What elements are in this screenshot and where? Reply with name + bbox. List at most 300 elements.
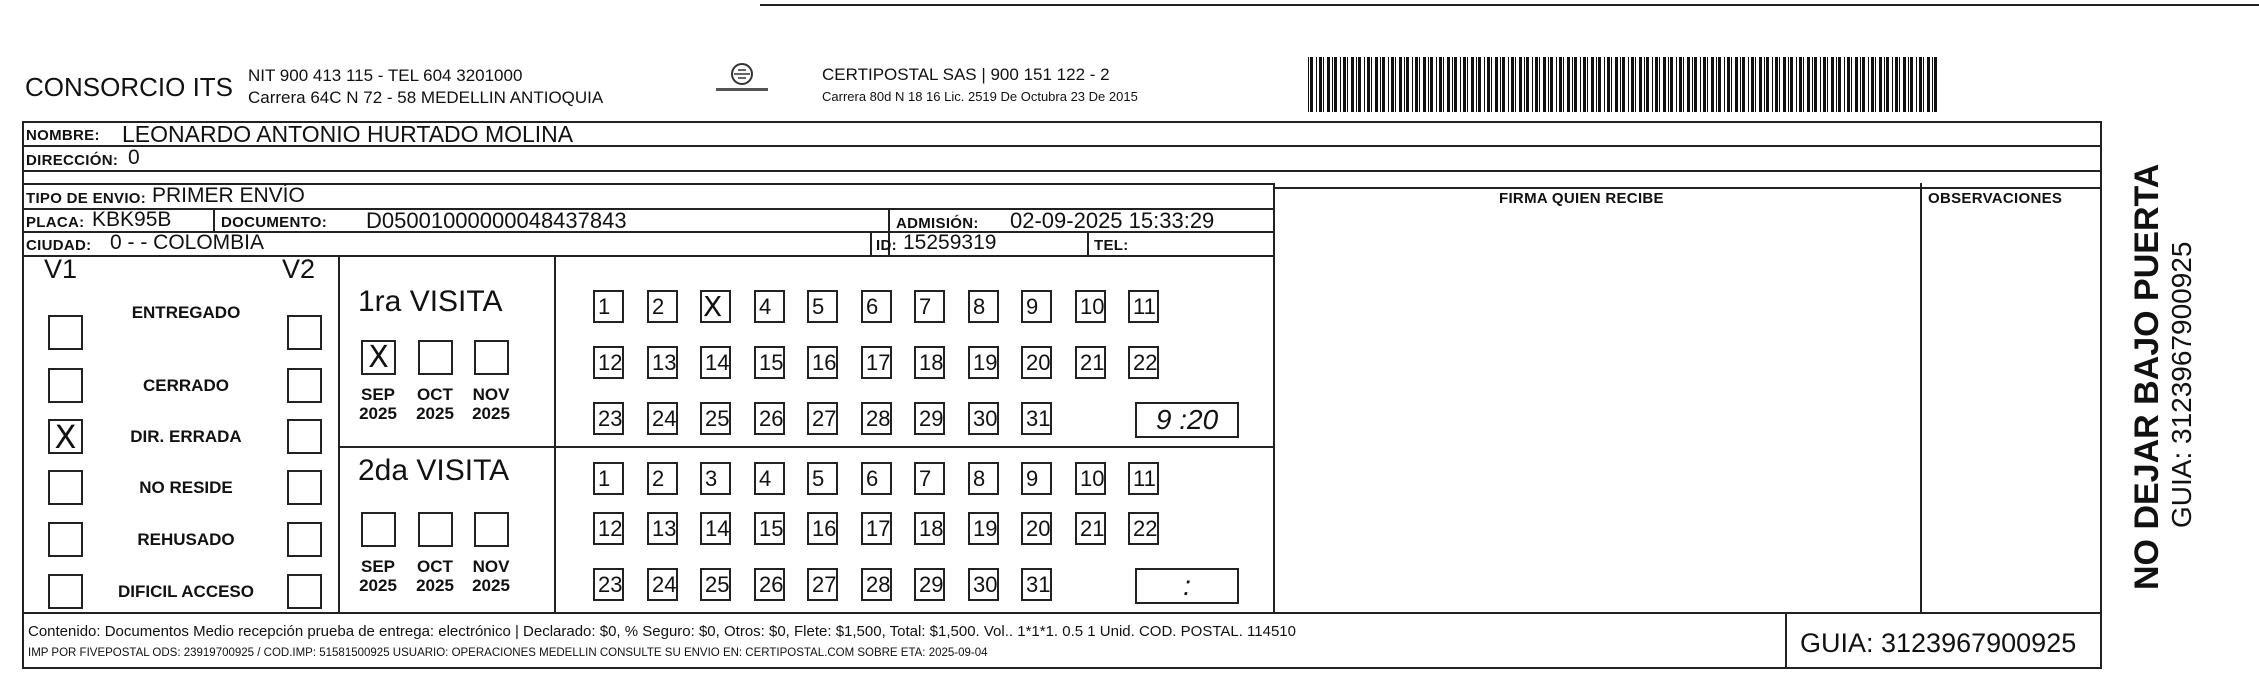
month-label: NOV 2025 <box>472 385 510 423</box>
month-checkbox[interactable] <box>361 512 396 547</box>
barcode-bar <box>1478 57 1481 112</box>
placa-value: KBK95B <box>92 208 172 231</box>
day-box[interactable]: 9 <box>1021 462 1052 495</box>
day-box[interactable]: 20 <box>1021 346 1052 379</box>
barcode-bar <box>1644 57 1645 112</box>
admision-label: ADMISIÓN: <box>896 215 979 232</box>
barcode-bar <box>1463 57 1466 112</box>
barcode-bar <box>1500 57 1501 112</box>
barcode-bar <box>1447 57 1450 112</box>
day-box[interactable]: 8 <box>968 462 999 495</box>
day-box[interactable]: 15 <box>754 346 785 379</box>
barcode-bar <box>1676 57 1677 112</box>
day-box[interactable]: 1 <box>593 290 624 323</box>
barcode-bar <box>1727 57 1730 112</box>
barcode-bar <box>1910 57 1913 112</box>
status-label: DIR. ERRADA <box>130 427 242 446</box>
barcode-bar <box>1454 57 1457 112</box>
barcode-bar <box>1932 57 1933 112</box>
col-line-tel <box>1087 231 1089 255</box>
day-box[interactable]: 26 <box>754 402 785 435</box>
barcode-bar <box>1655 57 1658 112</box>
day-box[interactable]: 4 <box>754 290 785 323</box>
barcode <box>1306 57 1942 112</box>
barcode-bar <box>1855 57 1858 112</box>
barcode-bar <box>1563 57 1564 112</box>
day-box[interactable]: 1 <box>593 462 624 495</box>
day-box[interactable]: 30 <box>968 568 999 601</box>
barcode-bar <box>1847 57 1850 112</box>
barcode-bar <box>1803 57 1804 112</box>
barcode-bar <box>1323 57 1324 112</box>
barcode-bar <box>1631 57 1634 112</box>
row-line-2 <box>22 170 2102 172</box>
barcode-bar <box>1742 57 1745 112</box>
documento-value: D05001000000048437843 <box>366 208 627 233</box>
barcode-bar <box>1862 57 1865 112</box>
month-label: NOV 2025 <box>472 557 510 595</box>
barcode-bar <box>1807 57 1810 112</box>
barcode-bar <box>1310 57 1313 112</box>
barcode-bar <box>1748 57 1749 112</box>
barcode-bar <box>1683 57 1684 112</box>
nombre-value: LEONARDO ANTONIO HURTADO MOLINA <box>122 121 574 147</box>
barcode-bar <box>1428 57 1429 112</box>
barcode-bar <box>1788 57 1789 112</box>
barcode-bar <box>1484 57 1485 112</box>
month-label: OCT 2025 <box>416 385 454 423</box>
barcode-bar <box>1796 57 1797 112</box>
month-checkbox[interactable] <box>474 340 509 375</box>
direccion-value: 0 <box>128 146 140 169</box>
barcode-bar <box>1574 57 1577 112</box>
barcode-bar <box>1740 57 1741 112</box>
barcode-bar <box>1460 57 1461 112</box>
barcode-bar <box>1820 57 1821 112</box>
barcode-bar <box>1548 57 1549 112</box>
barcode-bar <box>1628 57 1629 112</box>
day-box[interactable]: 18 <box>914 512 945 545</box>
day-box[interactable]: 5 <box>807 462 838 495</box>
barcode-bar <box>1316 57 1317 112</box>
day-box[interactable]: 28 <box>861 568 892 601</box>
barcode-bar <box>1436 57 1437 112</box>
ciudad-value: 0 - - COLOMBIA <box>110 231 265 254</box>
documento-label: DOCUMENTO: <box>221 214 328 231</box>
barcode-bar <box>1879 57 1882 112</box>
placa-label: PLACA: <box>26 214 85 231</box>
barcode-bar <box>1611 57 1612 112</box>
status-v1-checkbox[interactable] <box>48 368 83 403</box>
barcode-bar <box>1406 57 1409 112</box>
day-box[interactable]: 4 <box>754 462 785 495</box>
day-box[interactable]: 27 <box>807 568 838 601</box>
day-box[interactable]: 13 <box>647 346 678 379</box>
barcode-bar <box>1831 57 1834 112</box>
time-field[interactable]: : <box>1135 568 1239 604</box>
barcode-bar <box>1812 57 1813 112</box>
barcode-bar <box>1692 57 1693 112</box>
barcode-bar <box>1755 57 1756 112</box>
status-label: DIFICIL ACCESO <box>117 582 254 601</box>
day-box[interactable]: X <box>700 290 731 323</box>
month-checkbox[interactable]: X <box>361 340 396 375</box>
barcode-bar <box>1919 57 1922 112</box>
barcode-bar <box>1319 57 1322 112</box>
status-v2-checkbox[interactable] <box>287 419 322 454</box>
day-box[interactable]: 21 <box>1075 512 1106 545</box>
row-line-6 <box>22 255 1274 257</box>
direccion-label: DIRECCIÓN: <box>26 152 119 169</box>
courier-license: Carrera 80d N 18 16 Lic. 2519 De Octubra 23 De 2015 <box>822 89 1138 104</box>
day-box[interactable]: 15 <box>754 512 785 545</box>
barcode-bar <box>1903 57 1906 112</box>
admision-value: 02-09-2025 15:33:29 <box>1010 208 1215 233</box>
barcode-bar <box>1515 57 1516 112</box>
day-box[interactable]: 31 <box>1021 402 1052 435</box>
day-box[interactable]: 17 <box>861 346 892 379</box>
barcode-bar <box>1700 57 1701 112</box>
col-line-status <box>338 255 340 612</box>
barcode-bar <box>1439 57 1442 112</box>
day-box[interactable]: 29 <box>914 402 945 435</box>
status-v1-checkbox[interactable]: X <box>48 419 83 454</box>
day-box[interactable]: 13 <box>647 512 678 545</box>
status-label: NO RESIDE <box>139 478 233 497</box>
barcode-bar <box>1620 57 1621 112</box>
barcode-bar <box>1659 57 1660 112</box>
day-box[interactable]: 23 <box>593 568 624 601</box>
day-box[interactable]: 6 <box>861 290 892 323</box>
barcode-bar <box>1916 57 1917 112</box>
barcode-bar <box>1452 57 1453 112</box>
barcode-bar <box>1391 57 1394 112</box>
status-label: REHUSADO <box>137 530 235 549</box>
barcode-bar <box>1308 57 1309 112</box>
barcode-bar <box>1779 57 1780 112</box>
day-box[interactable]: 22 <box>1128 512 1159 545</box>
barcode-bar <box>1764 57 1765 112</box>
barcode-bar <box>1395 57 1396 112</box>
barcode-bar <box>1511 57 1514 112</box>
side-guia: GUIA: 3123967900925 <box>2166 241 2197 528</box>
courier-name: CERTIPOSTAL SAS | 900 151 122 - 2 <box>822 65 1110 84</box>
month-checkbox[interactable] <box>474 512 509 547</box>
barcode-bar <box>1707 57 1708 112</box>
status-v1-header: V1 <box>44 254 78 284</box>
barcode-bar <box>1766 57 1769 112</box>
tipo-envio-value: PRIMER ENVÍO <box>152 184 305 207</box>
visit1-title: 1ra VISITA <box>358 285 503 318</box>
day-box[interactable]: 30 <box>968 402 999 435</box>
status-label: ENTREGADO <box>131 303 241 322</box>
barcode-bar <box>1539 57 1540 112</box>
status-v1-checkbox[interactable] <box>48 470 83 505</box>
status-v1-checkbox[interactable] <box>48 522 83 557</box>
barcode-bar <box>1388 57 1389 112</box>
day-box[interactable]: 10 <box>1075 290 1106 323</box>
barcode-bar <box>1604 57 1605 112</box>
day-box[interactable]: 9 <box>1021 290 1052 323</box>
barcode-bar <box>1519 57 1522 112</box>
barcode-bar <box>1711 57 1714 112</box>
barcode-bar <box>1860 57 1861 112</box>
day-box[interactable]: 6 <box>861 462 892 495</box>
barcode-bar <box>1668 57 1669 112</box>
barcode-bar <box>1775 57 1778 112</box>
barcode-bar <box>1790 57 1793 112</box>
day-box[interactable]: 2 <box>647 290 678 323</box>
month-label: SEP 2025 <box>359 385 397 423</box>
barcode-bar <box>1663 57 1666 112</box>
tipo-envio-label: TIPO DE ENVIO: <box>26 190 147 207</box>
col-line-placa <box>213 208 215 232</box>
barcode-bar <box>1607 57 1610 112</box>
status-v2-header: V2 <box>282 254 316 284</box>
barcode-bar <box>1622 57 1625 112</box>
barcode-bar <box>1502 57 1505 112</box>
barcode-bar <box>1591 57 1594 112</box>
day-box[interactable]: 2 <box>647 462 678 495</box>
day-box[interactable]: 16 <box>807 346 838 379</box>
barcode-bar <box>1716 57 1717 112</box>
row-line-footer <box>22 612 2102 614</box>
day-box[interactable]: 22 <box>1128 346 1159 379</box>
barcode-bar <box>1844 57 1845 112</box>
barcode-bar <box>1596 57 1597 112</box>
barcode-bar <box>1652 57 1653 112</box>
barcode-bar <box>1934 57 1937 112</box>
status-v2-checkbox[interactable] <box>287 522 322 557</box>
barcode-bar <box>1556 57 1557 112</box>
firma-label: FIRMA QUIEN RECIBE <box>1499 190 1664 207</box>
barcode-bar <box>1495 57 1498 112</box>
barcode-bar <box>1580 57 1581 112</box>
day-box[interactable]: 25 <box>700 568 731 601</box>
footer-guia: GUIA: 3123967900925 <box>1800 628 2077 658</box>
barcode-bar <box>1639 57 1642 112</box>
month-checkbox[interactable] <box>418 512 453 547</box>
col-line-months <box>554 255 556 612</box>
barcode-bar <box>1532 57 1533 112</box>
barcode-bar <box>1635 57 1636 112</box>
barcode-bar <box>1587 57 1588 112</box>
col-line-guia-footer <box>1785 612 1787 669</box>
barcode-bar <box>1419 57 1420 112</box>
day-box[interactable]: 16 <box>807 512 838 545</box>
barcode-bar <box>1467 57 1468 112</box>
company-nit: NIT 900 413 115 - TEL 604 3201000 <box>248 66 523 85</box>
company-name: CONSORCIO ITS <box>25 72 234 102</box>
barcode-bar <box>1735 57 1738 112</box>
barcode-bar <box>1404 57 1405 112</box>
barcode-bar <box>1535 57 1538 112</box>
day-box[interactable]: 27 <box>807 402 838 435</box>
barcode-bar <box>1371 57 1372 112</box>
status-v1-checkbox[interactable] <box>48 315 83 350</box>
barcode-bar <box>1358 57 1361 112</box>
barcode-bar <box>1868 57 1869 112</box>
barcode-bar <box>1923 57 1924 112</box>
barcode-bar <box>1724 57 1725 112</box>
day-box[interactable]: 29 <box>914 568 945 601</box>
barcode-bar <box>1731 57 1732 112</box>
col-line-observ <box>1920 183 1922 612</box>
barcode-bar <box>1399 57 1402 112</box>
col-line-signature <box>1273 183 1275 612</box>
barcode-bar <box>1351 57 1354 112</box>
barcode-bar <box>1415 57 1418 112</box>
barcode-bar <box>1364 57 1365 112</box>
barcode-bar <box>1487 57 1490 112</box>
day-box[interactable]: 14 <box>700 512 731 545</box>
day-box[interactable]: 24 <box>647 402 678 435</box>
day-box[interactable]: 19 <box>968 346 999 379</box>
tel-label: TEL: <box>1094 237 1129 254</box>
month-checkbox[interactable] <box>418 340 453 375</box>
status-v1-checkbox[interactable] <box>48 574 83 609</box>
barcode-bar <box>1670 57 1673 112</box>
barcode-bar <box>1327 57 1330 112</box>
barcode-bar <box>1783 57 1786 112</box>
barcode-bar <box>1772 57 1773 112</box>
day-box[interactable]: 12 <box>593 512 624 545</box>
day-box[interactable]: 10 <box>1075 462 1106 495</box>
nombre-label: NOMBRE: <box>26 127 100 144</box>
day-box[interactable]: 12 <box>593 346 624 379</box>
day-box[interactable]: 28 <box>861 402 892 435</box>
header <box>0 0 2259 125</box>
status-v2-checkbox[interactable] <box>287 574 322 609</box>
form-frame <box>22 121 2102 669</box>
barcode-bar <box>1875 57 1876 112</box>
barcode-bar <box>1543 57 1546 112</box>
barcode-bar <box>1751 57 1754 112</box>
barcode-bar <box>1567 57 1570 112</box>
status-v2-checkbox[interactable] <box>287 470 322 505</box>
barcode-bar <box>1851 57 1852 112</box>
barcode-bar <box>1559 57 1562 112</box>
day-box[interactable]: 14 <box>700 346 731 379</box>
day-box[interactable]: 3 <box>700 462 731 495</box>
barcode-bar <box>1838 57 1841 112</box>
barcode-bar <box>1646 57 1649 112</box>
barcode-bar <box>1356 57 1357 112</box>
side-warning: NO DEJAR BAJO PUERTA <box>2128 163 2166 590</box>
barcode-bar <box>1583 57 1586 112</box>
footer-contenido: Contenido: Documentos Medio recepción prueba de entrega: electrónico | Declarado: $0, % Seguro: $0, Otros: $0, Flete: $1,500, Total: $1,500. Vol.. 1*1*1. 0.5 1 Unid. COD. POSTAL. 114510 <box>28 623 1296 640</box>
ciudad-label: CIUDAD: <box>26 237 92 254</box>
barcode-bar <box>1340 57 1341 112</box>
barcode-bar <box>1871 57 1874 112</box>
barcode-bar <box>1823 57 1826 112</box>
barcode-bar <box>1526 57 1529 112</box>
barcode-bar <box>1471 57 1474 112</box>
observaciones-label: OBSERVACIONES <box>1928 190 2063 207</box>
status-label: CERRADO <box>143 376 229 395</box>
barcode-bar <box>1334 57 1337 112</box>
barcode-bar <box>1718 57 1721 112</box>
status-v2-checkbox[interactable] <box>287 315 322 350</box>
barcode-bar <box>1375 57 1378 112</box>
barcode-bar <box>1476 57 1477 112</box>
barcode-bar <box>1703 57 1706 112</box>
day-box[interactable]: 5 <box>807 290 838 323</box>
month-label: OCT 2025 <box>416 557 454 595</box>
day-box[interactable]: 11 <box>1128 462 1159 495</box>
barcode-bar <box>1550 57 1553 112</box>
barcode-bar <box>1836 57 1837 112</box>
time-field[interactable]: 9 :20 <box>1135 402 1239 438</box>
barcode-bar <box>1908 57 1909 112</box>
day-box[interactable]: 17 <box>861 512 892 545</box>
visit2-title: 2da VISITA <box>358 454 510 487</box>
barcode-bar <box>1927 57 1930 112</box>
status-v2-checkbox[interactable] <box>287 368 322 403</box>
month-label: SEP 2025 <box>359 557 397 595</box>
barcode-bar <box>1814 57 1817 112</box>
day-box[interactable]: 7 <box>914 462 945 495</box>
barcode-bar <box>1382 57 1385 112</box>
barcode-bar <box>1884 57 1885 112</box>
barcode-bar <box>1367 57 1370 112</box>
barcode-bar <box>1332 57 1333 112</box>
barcode-bar <box>1615 57 1618 112</box>
barcode-bar <box>1380 57 1381 112</box>
barcode-bar <box>1679 57 1682 112</box>
day-box[interactable]: 24 <box>647 568 678 601</box>
barcode-bar <box>1443 57 1444 112</box>
barcode-bar <box>1412 57 1413 112</box>
barcode-bar <box>1827 57 1828 112</box>
day-box[interactable]: 21 <box>1075 346 1106 379</box>
barcode-bar <box>1572 57 1573 112</box>
barcode-bar <box>1886 57 1889 112</box>
barcode-bar <box>1347 57 1348 112</box>
id-value: 15259319 <box>903 231 997 254</box>
day-box[interactable]: 8 <box>968 290 999 323</box>
barcode-bar <box>1524 57 1525 112</box>
barcode-bar <box>1892 57 1893 112</box>
barcode-bar <box>1899 57 1900 112</box>
day-box[interactable]: 31 <box>1021 568 1052 601</box>
day-box[interactable]: 18 <box>914 346 945 379</box>
barcode-bar <box>1491 57 1492 112</box>
row-line-3b <box>1274 187 2102 189</box>
day-box[interactable]: 19 <box>968 512 999 545</box>
barcode-bar <box>1895 57 1898 112</box>
barcode-bar <box>1508 57 1509 112</box>
day-box[interactable]: 11 <box>1128 290 1159 323</box>
barcode-bar <box>1694 57 1697 112</box>
certipostal-logo <box>712 62 772 92</box>
barcode-bar <box>1687 57 1690 112</box>
day-box[interactable]: 25 <box>700 402 731 435</box>
day-box[interactable]: 7 <box>914 290 945 323</box>
company-address: Carrera 64C N 72 - 58 MEDELLIN ANTIOQUIA <box>248 88 604 107</box>
col-line-id <box>870 231 872 255</box>
footer-imp: IMP POR FIVEPOSTAL ODS: 23919700925 / COD.IMP: 51581500925 USUARIO: OPERACIONES MEDELLIN CONSULTE SU ENVIO EN: CERTIPOSTAL.COM SOBRE ETA: 2025-09-04 <box>28 647 988 659</box>
row-line-visit <box>340 446 1274 448</box>
barcode-bar <box>1430 57 1433 112</box>
id-label: ID: <box>876 237 897 254</box>
day-box[interactable]: 26 <box>754 568 785 601</box>
barcode-bar <box>1423 57 1426 112</box>
barcode-bar <box>1343 57 1346 112</box>
day-box[interactable]: 20 <box>1021 512 1052 545</box>
barcode-bar <box>1799 57 1802 112</box>
day-box[interactable]: 23 <box>593 402 624 435</box>
